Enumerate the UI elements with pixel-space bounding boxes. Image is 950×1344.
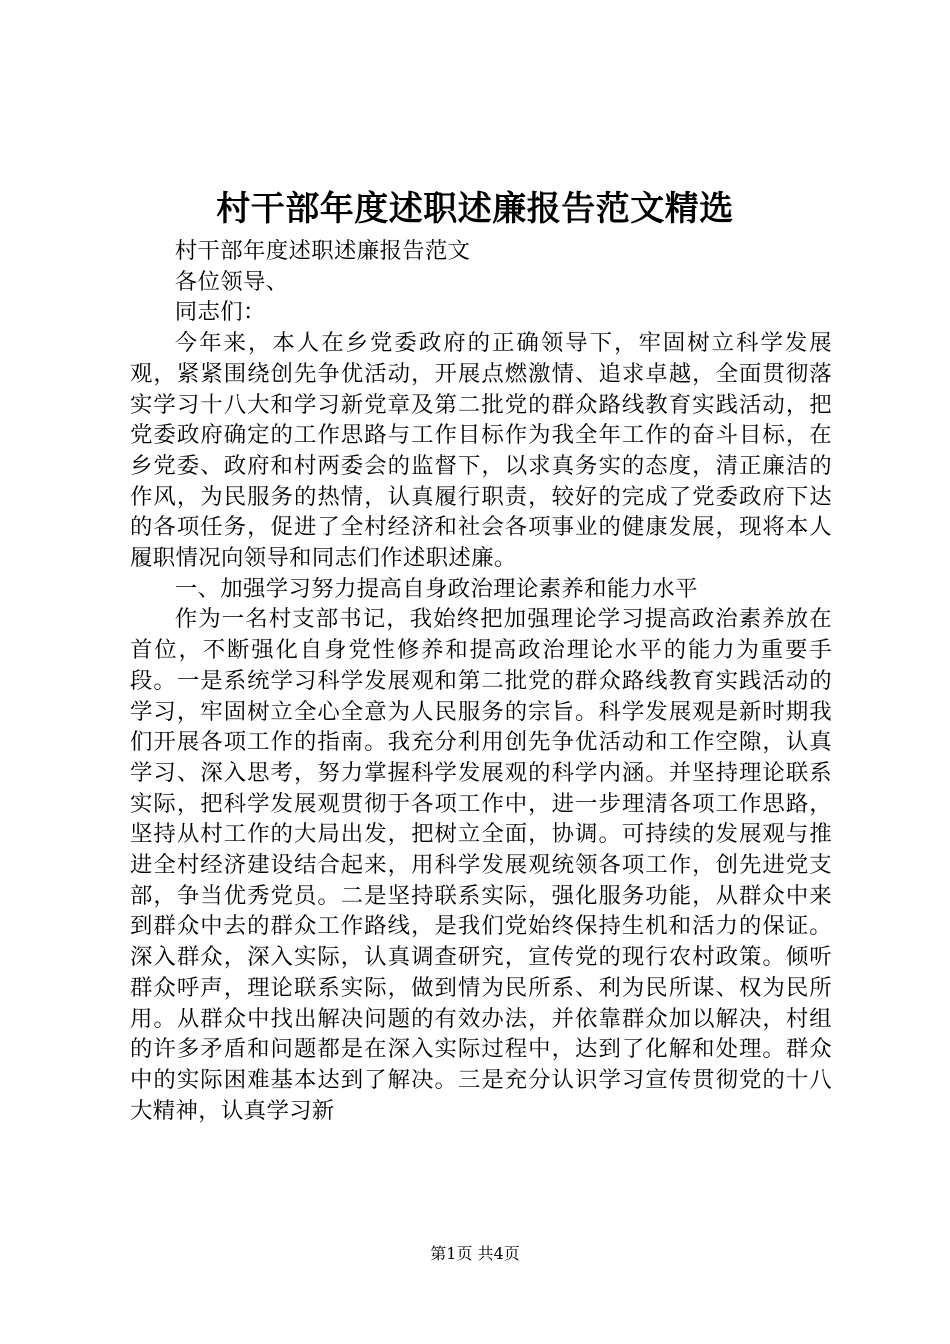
page-number-footer: 第1页 共4页 [430,1244,520,1263]
body-paragraph: 今年来，本人在乡党委政府的正确领导下，牢固树立科学发展观，紧紧围绕创先争优活动，开展点燃激情、追求卓越，全面贯彻落实学习十八大和学习新党章及第二批党的群众路线教育实践活动，把党委政府确定的工作思路与工作目标作为我全年工作的奋斗目标，在乡党委、政府和村两委会的监督下，以求真务实的态度，清正廉洁的作风，为民服务的热情，认真履行职责，较好的完成了党委政府下达的各项任务，促进了全村经济和社会各项事业的健康发展，现将本人履职情况向领导和同志们作述职述廉。 [130,330,832,572]
section-heading: 一、加强学习努力提高自身政治理论素养和能力水平 [174,575,698,602]
document-body [130,236,832,1126]
page-title: 村干部年度述职述廉报告范文精选 [216,189,734,229]
body-paragraph: 作为一名村支部书记，我始终把加强理论学习提高政治素养放在首位，不断强化自身党性修养和提高政治理论水平的能力为重要手段。一是系统学习科学发展观和第二批党的群众路线教育实践活动的学习，牢固树立全心全意为人民服务的宗旨。科学发展观是新时期我们开展各项工作的指南。我充分利用创先争优活动和工作空隙，认真学习、深入思考，努力掌握科学发展观的科学内涵。并坚持理论联系实际，把科学发展观贯彻于各项工作中，进一步理清各项工作思路，坚持从村工作的大局出发，把树立全面，协调。可持续的发展观与推进全村经济建设结合起来，用科学发展观统领各项工作，创先进党支部，争当优秀党员。二是坚持联系实际，强化服务功能，从群众中来到群众中去的群众工作路线，是我们党始终保持生机和活力的保证。深入群众，深入实际，认真调查研究，宣传党的现行农村政策。倾听群众呼声，理论联系实际，做到情为民所系、利为民所谋、权为民所用。从群众中找出解决问题的有效办法，并依靠群众加以解决，村组的许多矛盾和问题都是在深入实际过程中，达到了化解和处理。群众中的实际困难基本达到了解决。三是充分认识学习宣传贯彻党的十八大精神，认真学习新 [130,606,832,1124]
salutation-line-2: 同志们： [174,299,266,326]
salutation-line-1: 各位领导、 [174,268,289,295]
subtitle-paragraph: 村干部年度述职述廉报告范文 [174,238,471,264]
